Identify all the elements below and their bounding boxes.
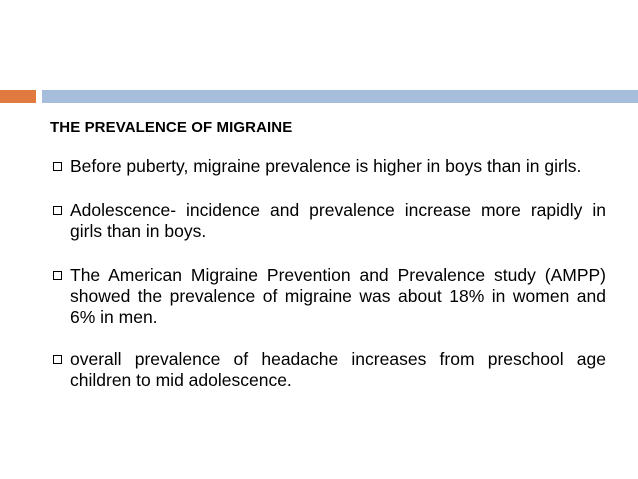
bullet-list [50,156,606,414]
bullet-item [50,156,606,177]
bullet-item [50,265,606,328]
bullet-text: Adolescence- incidence and prevalence increase more rapidly in girls than in boys. [70,200,606,241]
bullet-text: overall prevalence of headache increases from preschool age children to mid adolescence. [70,349,606,390]
blue-accent-bar [42,90,638,103]
square-bullet-icon [53,162,62,171]
slide-title: THE PREVALENCE OF MIGRAINE [50,119,293,136]
square-bullet-icon [53,355,62,364]
square-bullet-icon [53,206,62,215]
orange-accent-bar [0,90,36,103]
bullet-text: The American Migraine Prevention and Prevalence study (AMPP) showed the prevalence of migraine was about 18% in women and 6% in men. [70,265,606,327]
bullet-text: Before puberty, migraine prevalence is higher in boys than in girls. [70,156,582,176]
bullet-item [50,200,606,242]
square-bullet-icon [53,271,62,280]
bullet-item [50,349,606,391]
